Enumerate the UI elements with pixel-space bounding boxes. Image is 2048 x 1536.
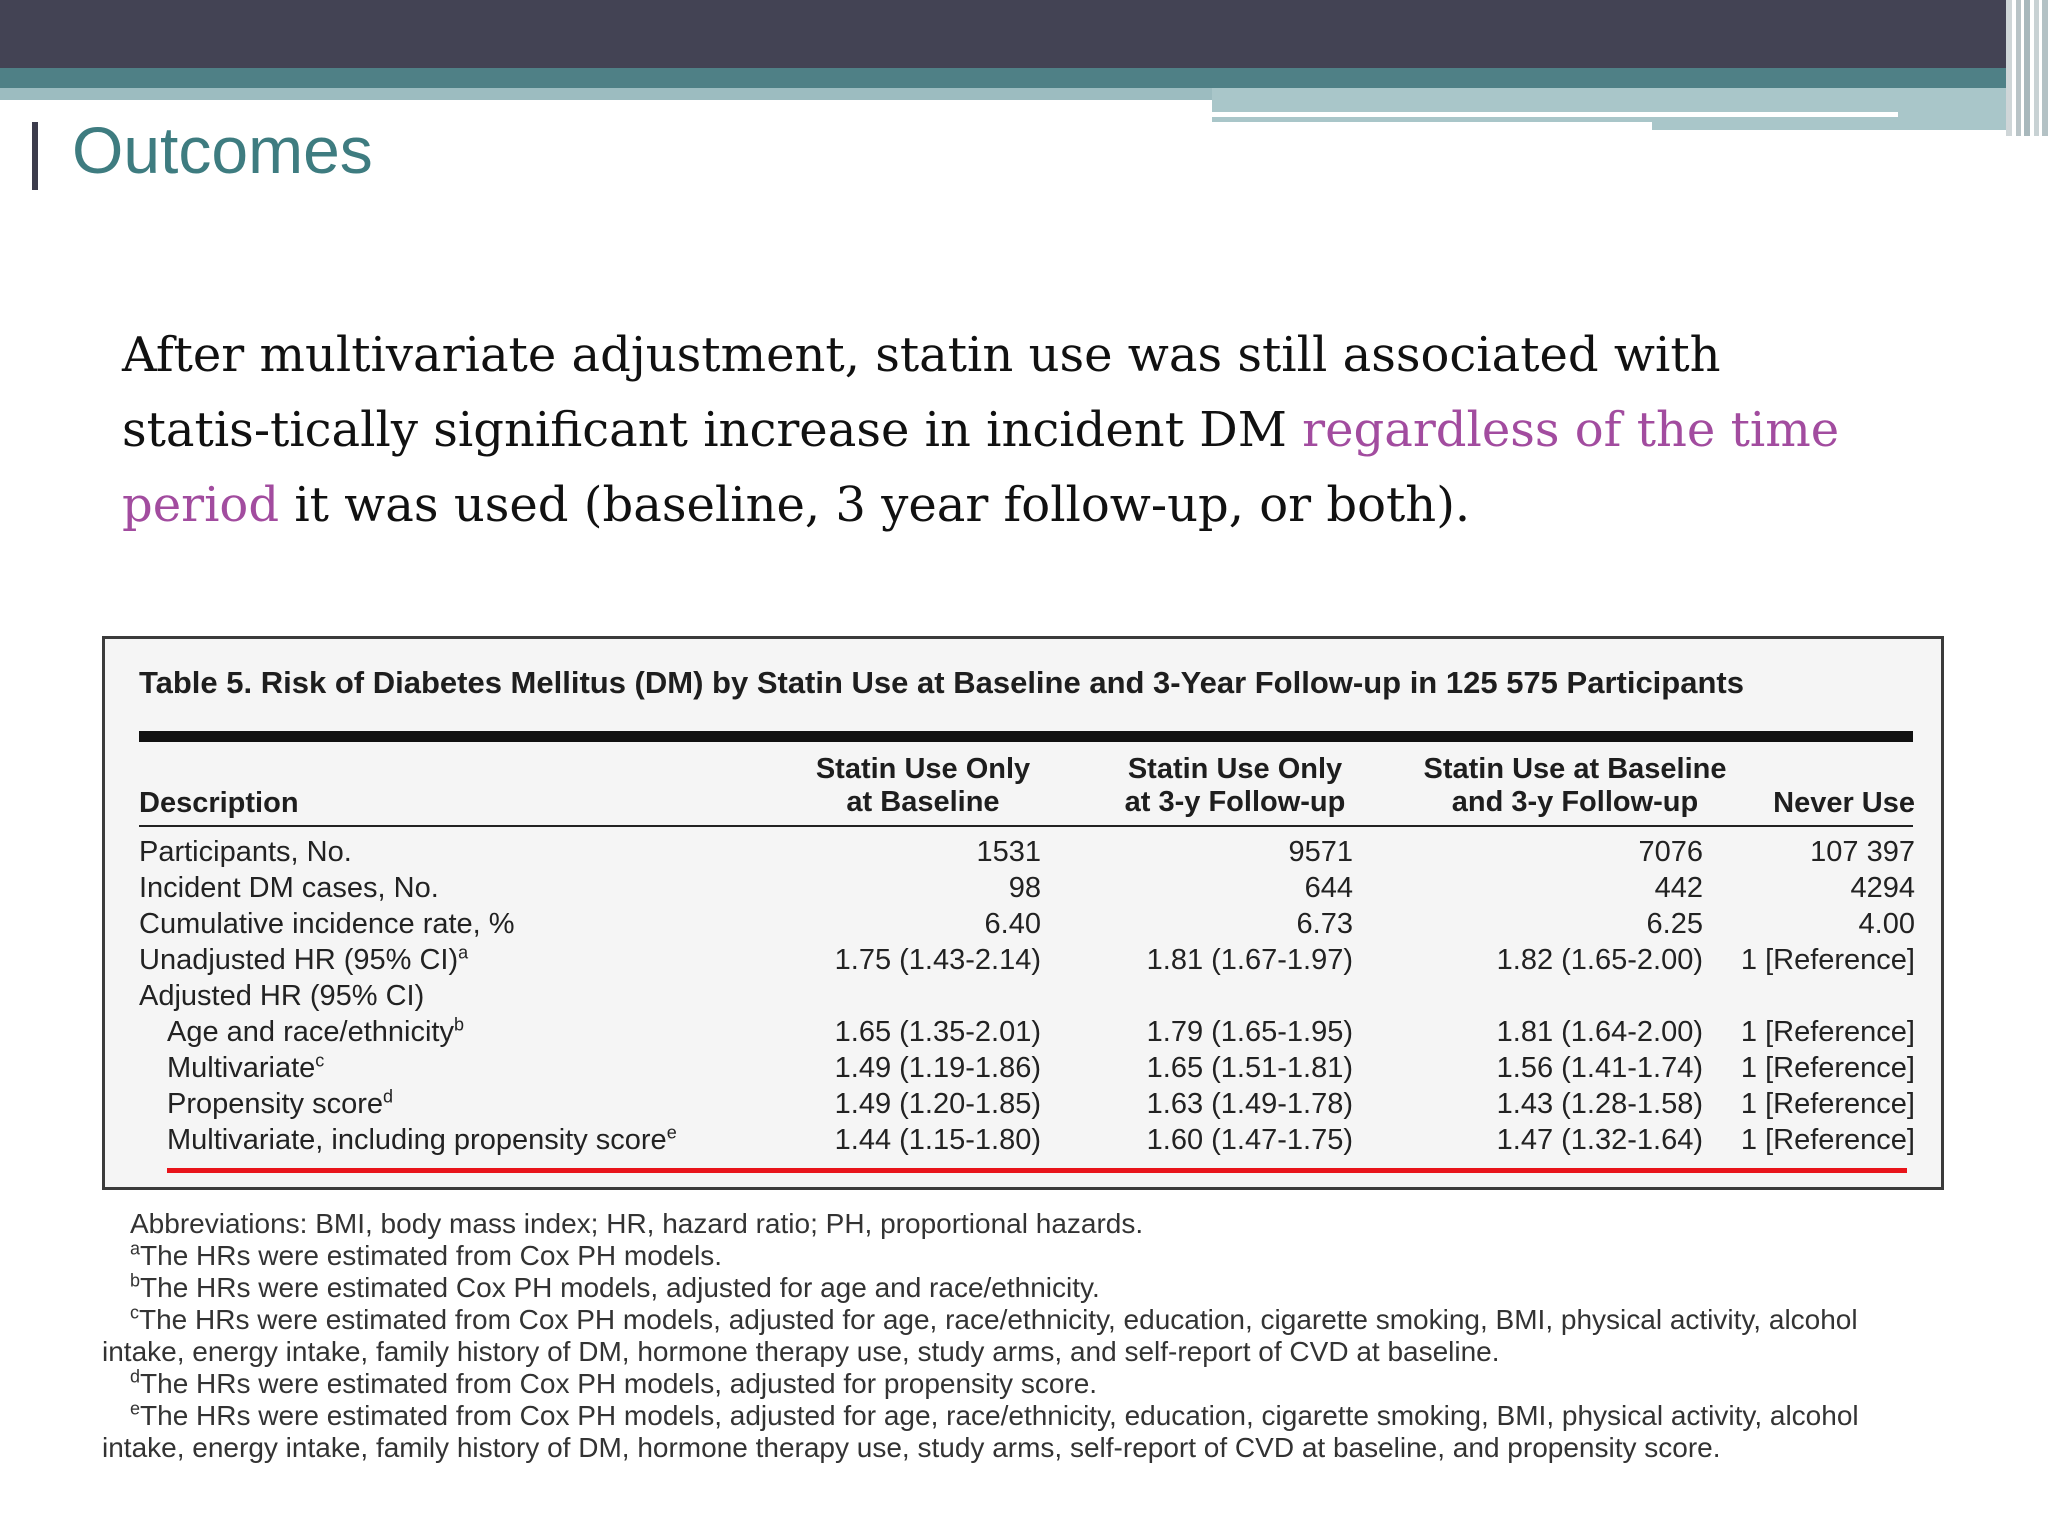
cell-col1: 1.49 (1.20-1.85) [834, 1088, 1041, 1120]
header-white-line [1212, 122, 1652, 136]
cell-col3: 7076 [1638, 836, 1703, 868]
header-col4-label: Never Use [1773, 787, 1915, 819]
cell-col1: 98 [1008, 872, 1041, 904]
cell-col2: 1.60 (1.47-1.75) [1146, 1124, 1353, 1156]
cell-col2: 644 [1304, 872, 1353, 904]
cell-col4: 1 [Reference] [1740, 1052, 1915, 1084]
table-header-rule [139, 825, 1913, 827]
cell-col2: 1.79 (1.65-1.95) [1146, 1016, 1353, 1048]
footnote-b: $^b$The HRs were estimated Cox PH models, adjusted for age and race/ethnicity. [130, 1270, 1100, 1303]
cell-col1: 1.44 (1.15-1.80) [834, 1124, 1041, 1156]
cell-col2: 1.81 (1.67-1.97) [1146, 944, 1353, 976]
header-col1-line2: at Baseline [846, 786, 1000, 818]
header-teal-band [0, 68, 2010, 88]
row-label: Unadjusted HR (95% CI)$^a$ [139, 942, 469, 976]
row-label: Adjusted HR (95% CI) [139, 980, 425, 1012]
row-label: Propensity score$^d$ [167, 1086, 394, 1120]
cell-col4: 107 397 [1810, 836, 1915, 868]
header-col3-line2: and 3-y Follow-up [1451, 786, 1699, 818]
row-label: Cumulative incidence rate, % [139, 908, 515, 940]
table-row [105, 1124, 1941, 1160]
cell-col2: 9571 [1288, 836, 1353, 868]
footnote-a: $^a$The HRs were estimated from Cox PH models. [130, 1238, 722, 1271]
cell-col2: 1.65 (1.51-1.81) [1146, 1052, 1353, 1084]
header-description-label: Description [139, 787, 299, 819]
intro-text-end: it was used (baseline, 3 year follow-up, or both). [279, 477, 1471, 533]
header-col2-line1: Statin Use Only [1127, 753, 1343, 785]
cell-col1: 6.40 [984, 908, 1041, 940]
cell-col4: 1 [Reference] [1740, 1016, 1915, 1048]
footnote-e: $^e$The HRs were estimated from Cox PH models, adjusted for age, race/ethnicity, education, cigarette smoking, BMI, physical activity, alcohol intake, energy intake, family history of DM, hormone therapy use, study arms, self-report of CVD at baseline, and propensity score. [102, 1398, 1859, 1463]
intro-highlight: regardless of the time period [122, 402, 1840, 533]
row-label: Incident DM cases, No. [139, 872, 439, 904]
cell-col3: 6.25 [1646, 908, 1703, 940]
cell-col3: 1.56 (1.41-1.74) [1496, 1052, 1703, 1084]
table-figure [102, 636, 1944, 1190]
table-caption: Table 5. Risk of Diabetes Mellitus (DM) by Statin Use at Baseline and 3-Year Follow-up in 125 575 Participants [139, 665, 1744, 700]
page-title: Outcomes [72, 113, 373, 187]
cell-col3: 1.43 (1.28-1.58) [1496, 1088, 1703, 1120]
cell-col1: 1.49 (1.19-1.86) [834, 1052, 1041, 1084]
footnote-abbreviations: Abbreviations: BMI, body mass index; HR, hazard ratio; PH, proportional hazards. [130, 1208, 1144, 1239]
title-accent-bar [32, 122, 38, 190]
row-label: Participants, No. [139, 836, 352, 868]
footnote-d: $^d$The HRs were estimated from Cox PH models, adjusted for propensity score. [130, 1366, 1098, 1399]
header-col2 [1085, 753, 1385, 819]
header-col3 [1405, 753, 1745, 819]
cell-col4: 1 [Reference] [1740, 1124, 1915, 1156]
header-col1-line1: Statin Use Only [815, 753, 1031, 785]
table-row [105, 836, 1941, 872]
header-col3-line1: Statin Use at Baseline [1423, 753, 1727, 785]
table-row [105, 1088, 1941, 1124]
cell-col4: 1 [Reference] [1740, 1088, 1915, 1120]
header-description [139, 787, 299, 820]
table-top-rule [139, 731, 1913, 742]
cell-col4: 1 [Reference] [1740, 944, 1915, 976]
header-vertical-stripes [2006, 0, 2048, 136]
header-col1 [773, 753, 1073, 819]
cell-col3: 442 [1654, 872, 1703, 904]
row-label: Multivariate, including propensity score$^e$ [167, 1122, 677, 1156]
footnote-c: $^c$The HRs were estimated from Cox PH models, adjusted for age, race/ethnicity, education, cigarette smoking, BMI, physical activity, alcohol intake, energy intake, family history of DM, hormone therapy use, study arms, and self-report of CVD at baseline. [102, 1302, 1858, 1367]
header-white-line [1212, 112, 1898, 117]
cell-col3: 1.82 (1.65-2.00) [1496, 944, 1703, 976]
cell-col3: 1.47 (1.32-1.64) [1496, 1124, 1703, 1156]
table-row [105, 944, 1941, 980]
intro-paragraph [122, 318, 1882, 543]
table-row [105, 980, 1941, 1016]
cell-col1: 1531 [976, 836, 1041, 868]
row-label: Age and race/ethnicity$^b$ [167, 1014, 464, 1048]
table-row [105, 908, 1941, 944]
table-row [105, 1016, 1941, 1052]
cell-col1: 1.65 (1.35-2.01) [834, 1016, 1041, 1048]
header-light-band [0, 88, 1212, 100]
header-col2-line2: at 3-y Follow-up [1124, 786, 1346, 818]
cell-col3: 1.81 (1.64-2.00) [1496, 1016, 1703, 1048]
cell-col4: 4294 [1850, 872, 1915, 904]
cell-col4: 4.00 [1858, 908, 1915, 940]
header-white-line [1652, 130, 2010, 136]
red-underline-annotation [167, 1168, 1907, 1173]
table-row [105, 1052, 1941, 1088]
cell-col2: 6.73 [1296, 908, 1353, 940]
table-footnotes [102, 1208, 1942, 1464]
header-col4 [1715, 787, 1915, 820]
row-label: Multivariate$^c$ [167, 1050, 325, 1084]
cell-col2: 1.63 (1.49-1.78) [1146, 1088, 1353, 1120]
table-row [105, 872, 1941, 908]
intro-text: After multivariate adjustment, statin use was still associated with statis-tically significant increase in incident DM [122, 327, 1721, 458]
header-dark-band [0, 0, 2048, 68]
cell-col1: 1.75 (1.43-2.14) [834, 944, 1041, 976]
